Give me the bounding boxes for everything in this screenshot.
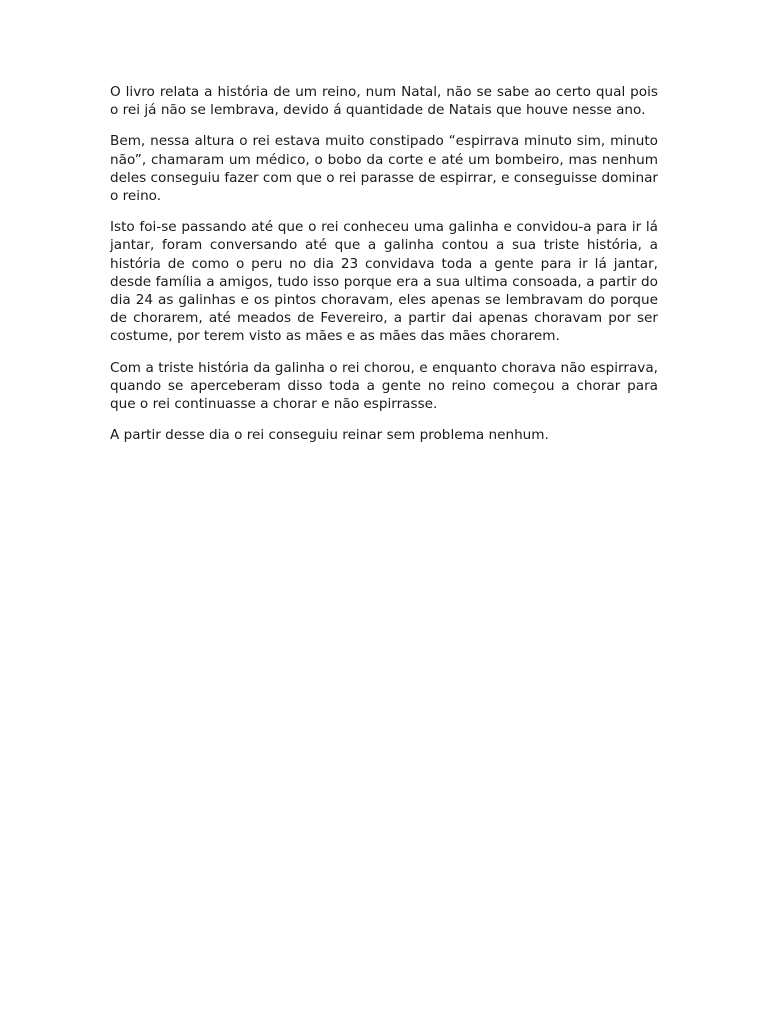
paragraph-3: Isto foi-se passando até que o rei conheceu uma galinha e convidou-a para ir lá jantar, foram conversando até que a galinha contou a sua triste história, a história de como o peru no dia 23 convidava toda a gente para ir lá jantar, desde família a amigos, tudo isso porque era a sua ultima consoada, a partir do dia 24 as galinhas e os pintos choravam, eles apenas se lembravam do porque de chorarem, até meados de Fevereiro, a partir dai apenas choravam por ser costume, por terem visto as mães e as mães das mães chorarem. — [110, 219, 658, 345]
paragraph-1: O livro relata a história de um reino, num Natal, não se sabe ao certo qual pois o rei já não se lembrava, devido á quantidade de Natais que houve nesse ano. — [110, 84, 658, 119]
paragraph-4: Com a triste história da galinha o rei chorou, e enquanto chorava não espirrava, quando se aperceberam disso toda a gente no reino começou a chorar para que o rei continuasse a chorar e não espirrasse. — [110, 359, 658, 413]
paragraph-5: A partir desse dia o rei conseguiu reinar sem problema nenhum. — [110, 427, 549, 444]
paragraph-2: Bem, nessa altura o rei estava muito constipado “espirrava minuto sim, minuto não”, chamaram um médico, o bobo da corte e até um bombeiro, mas nenhum deles conseguiu fazer com que o rei parasse de espirrar, e conseguisse dominar o reino. — [110, 133, 658, 205]
document-body — [110, 83, 658, 457]
